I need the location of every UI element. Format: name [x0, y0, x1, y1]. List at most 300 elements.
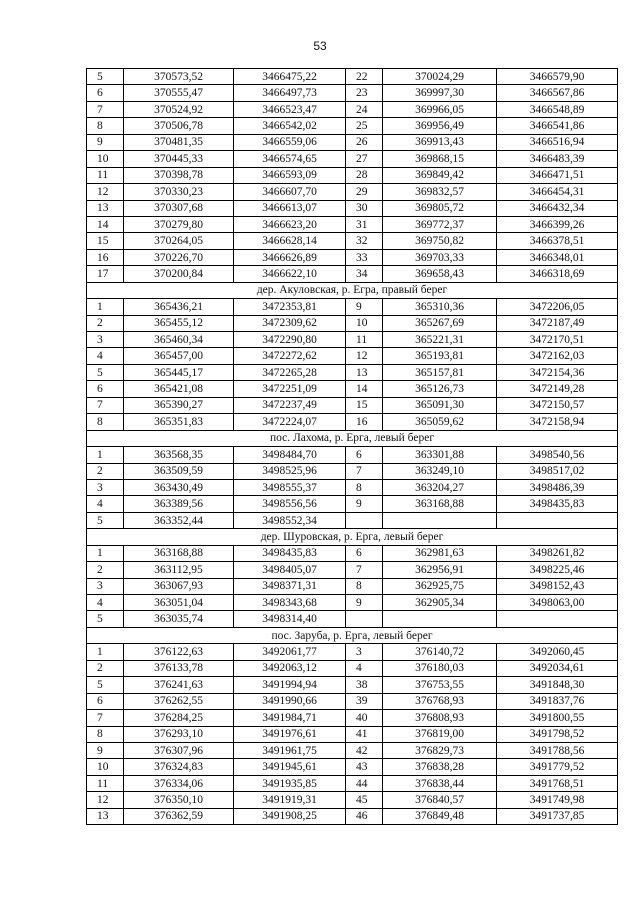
y-coordinate: 3498371,31 — [234, 578, 346, 594]
y-coordinate: 3466471,51 — [497, 167, 618, 183]
y-coordinate: 3472224,07 — [234, 414, 346, 430]
x-coordinate: 376829,73 — [383, 742, 497, 758]
table-row — [87, 644, 618, 660]
point-number: 4 — [346, 660, 383, 676]
x-coordinate: 376122,63 — [124, 644, 234, 660]
y-coordinate: 3466607,70 — [234, 184, 346, 200]
table-row — [87, 348, 618, 364]
point-number: 45 — [346, 792, 383, 808]
point-number: 10 — [346, 315, 383, 331]
x-coordinate: 376262,55 — [124, 693, 234, 709]
point-number: 13 — [87, 200, 124, 216]
point-number: 15 — [346, 397, 383, 413]
table-row — [87, 85, 618, 101]
x-coordinate: 365221,31 — [383, 332, 497, 348]
section-title: дер. Шуровская, р. Ерга, левый берег — [87, 529, 618, 545]
y-coordinate: 3498435,83 — [497, 496, 618, 512]
x-coordinate: 365455,12 — [124, 315, 234, 331]
point-number: 5 — [87, 364, 124, 380]
x-coordinate: 376849,48 — [383, 808, 497, 824]
point-number: 31 — [346, 216, 383, 232]
y-coordinate: 3466348,01 — [497, 249, 618, 265]
y-coordinate: 3498484,70 — [234, 447, 346, 463]
x-coordinate: 370555,47 — [124, 85, 234, 101]
point-number: 13 — [87, 808, 124, 824]
point-number: 28 — [346, 167, 383, 183]
point-number: 1 — [87, 299, 124, 315]
y-coordinate: 3498261,82 — [497, 545, 618, 561]
table-row — [87, 184, 618, 200]
y-coordinate: 3491737,85 — [497, 808, 618, 824]
y-coordinate: 3466626,89 — [234, 249, 346, 265]
table-row — [87, 562, 618, 578]
point-number: 10 — [87, 151, 124, 167]
point-number: 26 — [346, 134, 383, 150]
point-number: 7 — [87, 101, 124, 117]
y-coordinate: 3498314,40 — [234, 611, 346, 627]
point-number: 2 — [87, 463, 124, 479]
table-row — [87, 299, 618, 315]
point-number: 41 — [346, 726, 383, 742]
point-number: 44 — [346, 775, 383, 791]
table-row — [87, 677, 618, 693]
x-coordinate: 370398,78 — [124, 167, 234, 183]
x-coordinate: 362925,75 — [383, 578, 497, 594]
table-row — [87, 759, 618, 775]
x-coordinate: 376753,55 — [383, 677, 497, 693]
y-coordinate: 3491984,71 — [234, 710, 346, 726]
x-coordinate — [383, 512, 497, 528]
x-coordinate: 365457,00 — [124, 348, 234, 364]
table-row — [87, 151, 618, 167]
table-row — [87, 463, 618, 479]
x-coordinate: 376180,03 — [383, 660, 497, 676]
point-number: 3 — [87, 332, 124, 348]
x-coordinate: 370330,23 — [124, 184, 234, 200]
y-coordinate: 3466497,73 — [234, 85, 346, 101]
x-coordinate: 363112,95 — [124, 562, 234, 578]
table-row — [87, 249, 618, 265]
point-number: 3 — [87, 578, 124, 594]
section-title: пос. Лахома, р. Ерга, левый берег — [87, 430, 618, 446]
x-coordinate: 370481,35 — [124, 134, 234, 150]
section-title: дер. Акуловская, р. Егра, правый берег — [87, 282, 618, 298]
y-coordinate: 3466432,34 — [497, 200, 618, 216]
table-row — [87, 479, 618, 495]
x-coordinate: 370279,80 — [124, 216, 234, 232]
table-row — [87, 447, 618, 463]
x-coordinate: 376840,57 — [383, 792, 497, 808]
table-row — [87, 364, 618, 380]
y-coordinate: 3491908,25 — [234, 808, 346, 824]
y-coordinate: 3466516,94 — [497, 134, 618, 150]
x-coordinate: 369997,30 — [383, 85, 497, 101]
point-number: 1 — [87, 644, 124, 660]
point-number — [346, 611, 383, 627]
x-coordinate: 376307,96 — [124, 742, 234, 758]
y-coordinate — [497, 611, 618, 627]
y-coordinate: 3491800,55 — [497, 710, 618, 726]
point-number: 6 — [346, 545, 383, 561]
x-coordinate: 369913,43 — [383, 134, 497, 150]
y-coordinate: 3491935,85 — [234, 775, 346, 791]
x-coordinate: 376293,10 — [124, 726, 234, 742]
section-header-row — [87, 430, 618, 446]
y-coordinate: 3491848,30 — [497, 677, 618, 693]
y-coordinate: 3466559,06 — [234, 134, 346, 150]
point-number: 6 — [346, 447, 383, 463]
x-coordinate: 369966,05 — [383, 101, 497, 117]
y-coordinate: 3491990,66 — [234, 693, 346, 709]
x-coordinate: 363389,56 — [124, 496, 234, 512]
table-row — [87, 101, 618, 117]
table-row — [87, 578, 618, 594]
point-number: 7 — [346, 463, 383, 479]
y-coordinate: 3472149,28 — [497, 381, 618, 397]
y-coordinate: 3466548,89 — [497, 101, 618, 117]
table-row — [87, 381, 618, 397]
point-number: 5 — [87, 69, 124, 85]
point-number: 33 — [346, 249, 383, 265]
point-number — [346, 512, 383, 528]
y-coordinate: 3472150,57 — [497, 397, 618, 413]
point-number: 2 — [87, 562, 124, 578]
x-coordinate: 376350,10 — [124, 792, 234, 808]
y-coordinate: 3466318,69 — [497, 266, 618, 282]
x-coordinate: 376362,59 — [124, 808, 234, 824]
point-number: 15 — [87, 233, 124, 249]
x-coordinate: 370445,33 — [124, 151, 234, 167]
x-coordinate: 365390,27 — [124, 397, 234, 413]
x-coordinate: 376324,83 — [124, 759, 234, 775]
x-coordinate: 376768,93 — [383, 693, 497, 709]
table-row — [87, 512, 618, 528]
y-coordinate: 3466567,86 — [497, 85, 618, 101]
x-coordinate: 365460,34 — [124, 332, 234, 348]
y-coordinate: 3498555,37 — [234, 479, 346, 495]
point-number: 1 — [87, 447, 124, 463]
x-coordinate: 363249,10 — [383, 463, 497, 479]
y-coordinate: 3466483,39 — [497, 151, 618, 167]
x-coordinate: 376334,06 — [124, 775, 234, 791]
point-number: 9 — [346, 299, 383, 315]
x-coordinate: 376284,25 — [124, 710, 234, 726]
y-coordinate: 3492060,45 — [497, 644, 618, 660]
x-coordinate: 376838,44 — [383, 775, 497, 791]
table-row — [87, 611, 618, 627]
table-row — [87, 710, 618, 726]
y-coordinate: 3472170,51 — [497, 332, 618, 348]
point-number: 27 — [346, 151, 383, 167]
point-number: 5 — [87, 677, 124, 693]
point-number: 42 — [346, 742, 383, 758]
point-number: 7 — [87, 710, 124, 726]
point-number: 7 — [87, 397, 124, 413]
table-row — [87, 118, 618, 134]
y-coordinate: 3492034,61 — [497, 660, 618, 676]
table-row — [87, 545, 618, 561]
y-coordinate: 3498405,07 — [234, 562, 346, 578]
y-coordinate: 3498552,34 — [234, 512, 346, 528]
x-coordinate: 365436,21 — [124, 299, 234, 315]
y-coordinate: 3466623,20 — [234, 216, 346, 232]
point-number: 39 — [346, 693, 383, 709]
y-coordinate: 3498343,68 — [234, 595, 346, 611]
point-number: 23 — [346, 85, 383, 101]
y-coordinate: 3498486,39 — [497, 479, 618, 495]
table-row — [87, 792, 618, 808]
y-coordinate: 3498540,56 — [497, 447, 618, 463]
x-coordinate: 363352,44 — [124, 512, 234, 528]
point-number: 5 — [87, 611, 124, 627]
y-coordinate: 3498152,43 — [497, 578, 618, 594]
point-number: 24 — [346, 101, 383, 117]
section-title: пос. Заруба, р. Ерга, левый берег — [87, 627, 618, 643]
point-number: 8 — [87, 414, 124, 430]
y-coordinate: 3491837,76 — [497, 693, 618, 709]
y-coordinate: 3466542,02 — [234, 118, 346, 134]
x-coordinate: 363204,27 — [383, 479, 497, 495]
x-coordinate: 363168,88 — [383, 496, 497, 512]
x-coordinate: 369703,33 — [383, 249, 497, 265]
point-number: 6 — [87, 85, 124, 101]
point-number: 8 — [346, 479, 383, 495]
y-coordinate: 3491798,52 — [497, 726, 618, 742]
y-coordinate: 3472206,05 — [497, 299, 618, 315]
point-number: 46 — [346, 808, 383, 824]
x-coordinate: 376808,93 — [383, 710, 497, 726]
point-number: 10 — [87, 759, 124, 775]
table-row — [87, 266, 618, 282]
point-number: 3 — [346, 644, 383, 660]
x-coordinate: 365091,30 — [383, 397, 497, 413]
section-header-row — [87, 282, 618, 298]
point-number: 5 — [87, 512, 124, 528]
y-coordinate: 3472162,03 — [497, 348, 618, 364]
x-coordinate: 365059,62 — [383, 414, 497, 430]
x-coordinate: 370024,29 — [383, 69, 497, 85]
point-number: 40 — [346, 710, 383, 726]
point-number: 1 — [87, 545, 124, 561]
y-coordinate: 3472353,81 — [234, 299, 346, 315]
point-number: 34 — [346, 266, 383, 282]
y-coordinate — [497, 512, 618, 528]
y-coordinate: 3491976,61 — [234, 726, 346, 742]
table-row — [87, 660, 618, 676]
y-coordinate: 3472265,28 — [234, 364, 346, 380]
table-row — [87, 397, 618, 413]
x-coordinate: 369956,49 — [383, 118, 497, 134]
x-coordinate: 365421,08 — [124, 381, 234, 397]
table-row — [87, 414, 618, 430]
point-number: 30 — [346, 200, 383, 216]
x-coordinate: 365157,81 — [383, 364, 497, 380]
point-number: 9 — [87, 742, 124, 758]
point-number: 4 — [87, 595, 124, 611]
point-number: 22 — [346, 69, 383, 85]
table-row — [87, 726, 618, 742]
x-coordinate: 370307,68 — [124, 200, 234, 216]
table-row — [87, 332, 618, 348]
section-header-row — [87, 529, 618, 545]
x-coordinate — [383, 611, 497, 627]
y-coordinate: 3472290,80 — [234, 332, 346, 348]
y-coordinate: 3472251,09 — [234, 381, 346, 397]
x-coordinate: 369805,72 — [383, 200, 497, 216]
x-coordinate: 363509,59 — [124, 463, 234, 479]
x-coordinate: 376140,72 — [383, 644, 497, 660]
y-coordinate: 3466378,51 — [497, 233, 618, 249]
y-coordinate: 3492061,77 — [234, 644, 346, 660]
point-number: 13 — [346, 364, 383, 380]
y-coordinate: 3491768,51 — [497, 775, 618, 791]
table-row — [87, 496, 618, 512]
page-number: 53 — [313, 39, 327, 53]
point-number: 12 — [87, 792, 124, 808]
point-number: 2 — [87, 315, 124, 331]
y-coordinate: 3466613,07 — [234, 200, 346, 216]
y-coordinate: 3472154,36 — [497, 364, 618, 380]
point-number: 8 — [87, 118, 124, 134]
x-coordinate: 370226,70 — [124, 249, 234, 265]
x-coordinate: 363168,88 — [124, 545, 234, 561]
y-coordinate: 3492063,12 — [234, 660, 346, 676]
point-number: 16 — [87, 249, 124, 265]
point-number: 6 — [87, 693, 124, 709]
x-coordinate: 365193,81 — [383, 348, 497, 364]
x-coordinate: 376133,78 — [124, 660, 234, 676]
table-row — [87, 315, 618, 331]
y-coordinate: 3491945,61 — [234, 759, 346, 775]
x-coordinate: 363430,49 — [124, 479, 234, 495]
table-row — [87, 775, 618, 791]
y-coordinate: 3491779,52 — [497, 759, 618, 775]
x-coordinate: 362905,34 — [383, 595, 497, 611]
y-coordinate: 3498525,96 — [234, 463, 346, 479]
table-row — [87, 808, 618, 824]
table-row — [87, 167, 618, 183]
x-coordinate: 376838,28 — [383, 759, 497, 775]
y-coordinate: 3472309,62 — [234, 315, 346, 331]
table-row — [87, 595, 618, 611]
x-coordinate: 369849,42 — [383, 167, 497, 183]
x-coordinate: 369868,15 — [383, 151, 497, 167]
x-coordinate: 362981,63 — [383, 545, 497, 561]
point-number: 12 — [346, 348, 383, 364]
point-number: 14 — [87, 216, 124, 232]
point-number: 11 — [87, 775, 124, 791]
x-coordinate: 369832,57 — [383, 184, 497, 200]
point-number: 4 — [87, 496, 124, 512]
table-row — [87, 216, 618, 232]
y-coordinate: 3498063,00 — [497, 595, 618, 611]
point-number: 6 — [87, 381, 124, 397]
x-coordinate: 365445,17 — [124, 364, 234, 380]
point-number: 2 — [87, 660, 124, 676]
table-row — [87, 200, 618, 216]
y-coordinate: 3498435,83 — [234, 545, 346, 561]
y-coordinate: 3491788,56 — [497, 742, 618, 758]
y-coordinate: 3466523,47 — [234, 101, 346, 117]
point-number: 12 — [87, 184, 124, 200]
point-number: 8 — [87, 726, 124, 742]
x-coordinate: 370264,05 — [124, 233, 234, 249]
point-number: 9 — [346, 595, 383, 611]
y-coordinate: 3466574,65 — [234, 151, 346, 167]
x-coordinate: 370573,52 — [124, 69, 234, 85]
table-row — [87, 742, 618, 758]
y-coordinate: 3466541,86 — [497, 118, 618, 134]
y-coordinate: 3466475,22 — [234, 69, 346, 85]
point-number: 9 — [87, 134, 124, 150]
y-coordinate: 3472158,94 — [497, 414, 618, 430]
x-coordinate: 369772,37 — [383, 216, 497, 232]
y-coordinate: 3491961,75 — [234, 742, 346, 758]
x-coordinate: 365267,69 — [383, 315, 497, 331]
point-number: 29 — [346, 184, 383, 200]
y-coordinate: 3466399,26 — [497, 216, 618, 232]
x-coordinate: 376241,63 — [124, 677, 234, 693]
section-header-row — [87, 627, 618, 643]
x-coordinate: 363067,93 — [124, 578, 234, 594]
point-number: 16 — [346, 414, 383, 430]
x-coordinate: 369750,82 — [383, 233, 497, 249]
y-coordinate: 3466622,10 — [234, 266, 346, 282]
y-coordinate: 3491749,98 — [497, 792, 618, 808]
y-coordinate: 3498556,56 — [234, 496, 346, 512]
point-number: 7 — [346, 562, 383, 578]
y-coordinate: 3466593,09 — [234, 167, 346, 183]
y-coordinate: 3498225,46 — [497, 562, 618, 578]
y-coordinate: 3466628,14 — [234, 233, 346, 249]
x-coordinate: 365126,73 — [383, 381, 497, 397]
x-coordinate: 365351,83 — [124, 414, 234, 430]
point-number: 8 — [346, 578, 383, 594]
point-number: 11 — [346, 332, 383, 348]
x-coordinate: 363301,88 — [383, 447, 497, 463]
x-coordinate: 363035,74 — [124, 611, 234, 627]
x-coordinate: 362956,91 — [383, 562, 497, 578]
point-number: 25 — [346, 118, 383, 134]
point-number: 4 — [87, 348, 124, 364]
y-coordinate: 3472272,62 — [234, 348, 346, 364]
x-coordinate: 370200,84 — [124, 266, 234, 282]
point-number: 14 — [346, 381, 383, 397]
table-row — [87, 134, 618, 150]
y-coordinate: 3472187,49 — [497, 315, 618, 331]
x-coordinate: 365310,36 — [383, 299, 497, 315]
point-number: 17 — [87, 266, 124, 282]
table-row — [87, 69, 618, 85]
y-coordinate: 3466454,31 — [497, 184, 618, 200]
coordinates-table-body — [87, 69, 618, 825]
coordinates-table — [86, 68, 618, 825]
y-coordinate: 3498517,02 — [497, 463, 618, 479]
y-coordinate: 3472237,49 — [234, 397, 346, 413]
x-coordinate: 363051,04 — [124, 595, 234, 611]
point-number: 9 — [346, 496, 383, 512]
y-coordinate: 3466579,90 — [497, 69, 618, 85]
y-coordinate: 3491919,31 — [234, 792, 346, 808]
x-coordinate: 363568,35 — [124, 447, 234, 463]
table-row — [87, 693, 618, 709]
point-number: 43 — [346, 759, 383, 775]
point-number: 32 — [346, 233, 383, 249]
x-coordinate: 376819,00 — [383, 726, 497, 742]
table-row — [87, 233, 618, 249]
point-number: 11 — [87, 167, 124, 183]
x-coordinate: 370506,78 — [124, 118, 234, 134]
